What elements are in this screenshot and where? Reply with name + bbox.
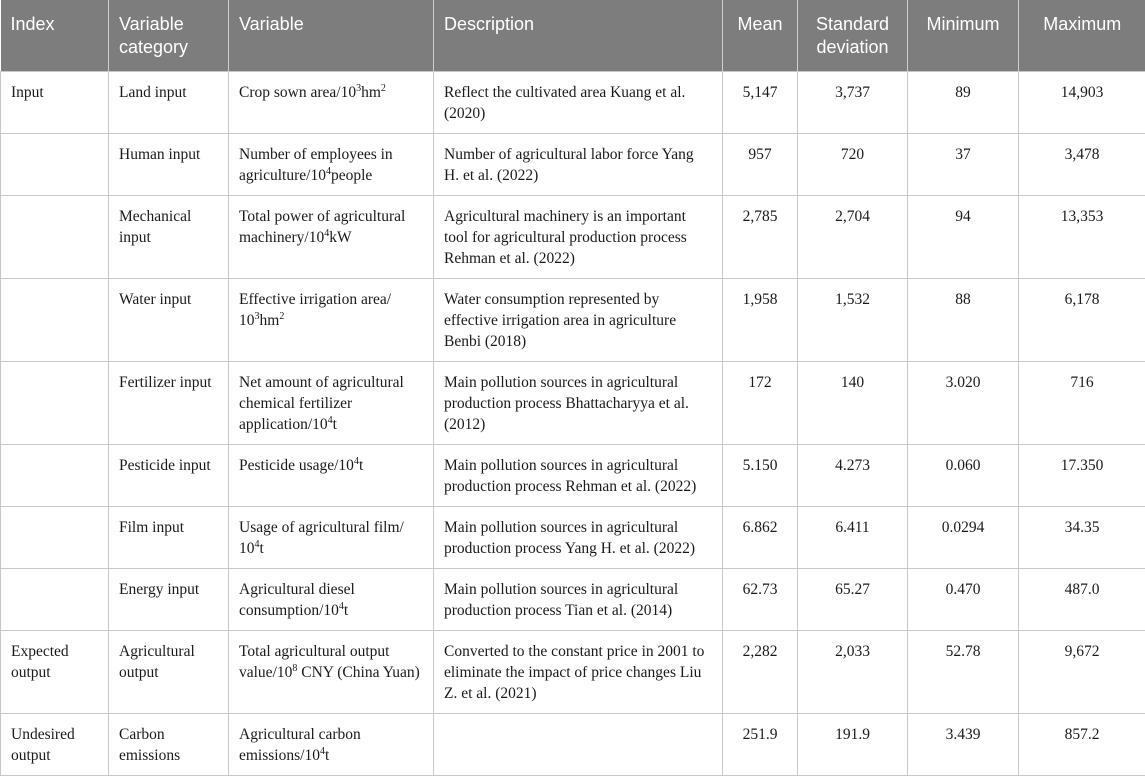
max-cell: 857.2 [1019, 714, 1145, 776]
header-description: Description [434, 0, 723, 72]
category-cell: Carbon emissions [109, 714, 229, 776]
sd-cell: 720 [798, 134, 908, 196]
max-cell: 17.350 [1019, 445, 1145, 507]
variable-text: Pesticide usage/10 [239, 457, 354, 474]
unit-exponent: 4 [339, 601, 344, 612]
table-row [1, 196, 1145, 279]
header-variable: Variable [229, 0, 434, 72]
unit-text: people [331, 167, 372, 184]
unit-text: t [260, 540, 264, 557]
min-cell: 3.020 [908, 362, 1019, 445]
variable-text: Total agricultural output value/10 [239, 643, 389, 681]
category-cell: Energy input [109, 569, 229, 631]
description-cell: Main pollution sources in agricultural production process Tian et al. (2014) [434, 569, 723, 631]
sd-cell: 65.27 [798, 569, 908, 631]
unit-text: hm [260, 312, 280, 329]
variable-cell [229, 279, 434, 362]
mean-cell: 172 [723, 362, 798, 445]
description-cell: Main pollution sources in agricultural production process Bhattacharyya et al. (2012) [434, 362, 723, 445]
header-row [1, 0, 1145, 72]
category-cell: Mechanical input [109, 196, 229, 279]
unit-exponent: 8 [292, 663, 297, 674]
table-row [1, 631, 1145, 714]
index-cell: Expected output [1, 631, 109, 714]
table-row [1, 134, 1145, 196]
variable-cell [229, 631, 434, 714]
max-cell: 6,178 [1019, 279, 1145, 362]
sd-cell: 191.9 [798, 714, 908, 776]
unit-exponent: 4 [354, 456, 359, 467]
index-cell: Undesired output [1, 714, 109, 776]
index-cell [1, 196, 109, 279]
description-cell: Number of agricultural labor force Yang H. et al. (2022) [434, 134, 723, 196]
description-cell: Converted to the constant price in 2001 to eliminate the impact of price changes Liu Z. et al. (2021) [434, 631, 723, 714]
mean-cell: 62.73 [723, 569, 798, 631]
sd-cell: 6.411 [798, 507, 908, 569]
max-cell: 487.0 [1019, 569, 1145, 631]
description-cell: Water consumption represented by effective irrigation area in agriculture Benbi (2018) [434, 279, 723, 362]
category-cell: Film input [109, 507, 229, 569]
min-cell: 0.060 [908, 445, 1019, 507]
variable-cell [229, 72, 434, 134]
max-cell: 3,478 [1019, 134, 1145, 196]
table-row [1, 569, 1145, 631]
sd-cell: 140 [798, 362, 908, 445]
header-index: Index [1, 0, 109, 72]
unit-text: hm [361, 84, 381, 101]
unit-exponent: 3 [356, 83, 361, 94]
unit-text: t [344, 602, 348, 619]
sd-cell: 2,704 [798, 196, 908, 279]
index-cell [1, 279, 109, 362]
variable-cell [229, 714, 434, 776]
category-cell: Human input [109, 134, 229, 196]
index-cell [1, 445, 109, 507]
description-cell: Agricultural machinery is an important tool for agricultural production process Rehman et al. (2022) [434, 196, 723, 279]
sd-cell: 3,737 [798, 72, 908, 134]
unit-text: t [359, 457, 363, 474]
min-cell: 94 [908, 196, 1019, 279]
header-minimum: Minimum [908, 0, 1019, 72]
mean-cell: 957 [723, 134, 798, 196]
unit-exponent: 2 [381, 83, 386, 94]
variable-text: Total power of agricultural machinery/10 [239, 208, 405, 246]
mean-cell: 6.862 [723, 507, 798, 569]
header-variable-category: Variable category [109, 0, 229, 72]
min-cell: 88 [908, 279, 1019, 362]
unit-text: t [333, 416, 337, 433]
variable-text: Agricultural diesel consumption/10 [239, 581, 355, 619]
variable-text: Net amount of agricultural chemical fertilizer application/10 [239, 374, 404, 433]
description-cell: Main pollution sources in agricultural production process Yang H. et al. (2022) [434, 507, 723, 569]
index-cell [1, 569, 109, 631]
variable-cell [229, 362, 434, 445]
category-cell: Pesticide input [109, 445, 229, 507]
description-cell: Main pollution sources in agricultural production process Rehman et al. (2022) [434, 445, 723, 507]
unit-text: t [325, 747, 329, 764]
min-cell: 37 [908, 134, 1019, 196]
sd-cell: 2,033 [798, 631, 908, 714]
max-cell: 13,353 [1019, 196, 1145, 279]
sd-cell: 4.273 [798, 445, 908, 507]
table-body [1, 72, 1145, 776]
header-mean: Mean [723, 0, 798, 72]
unit-exponent: 3 [255, 311, 260, 322]
variable-text: Usage of agricultural film/ 10 [239, 519, 404, 557]
table-row [1, 362, 1145, 445]
header-maximum: Maximum [1019, 0, 1145, 72]
index-cell: Input [1, 72, 109, 134]
max-cell: 716 [1019, 362, 1145, 445]
mean-cell: 2,282 [723, 631, 798, 714]
variable-cell [229, 134, 434, 196]
min-cell: 0.470 [908, 569, 1019, 631]
mean-cell: 1,958 [723, 279, 798, 362]
max-cell: 34.35 [1019, 507, 1145, 569]
index-cell [1, 507, 109, 569]
unit-exponent: 4 [255, 539, 260, 550]
mean-cell: 5.150 [723, 445, 798, 507]
unit-exponent: 4 [326, 166, 331, 177]
unit-text: CNY (China Yuan) [297, 664, 419, 681]
description-cell: Reflect the cultivated area Kuang et al. (2020) [434, 72, 723, 134]
header-standard-deviation: Standard deviation [798, 0, 908, 72]
index-cell [1, 362, 109, 445]
table-row [1, 279, 1145, 362]
category-cell: Water input [109, 279, 229, 362]
variable-cell [229, 445, 434, 507]
max-cell: 14,903 [1019, 72, 1145, 134]
sd-cell: 1,532 [798, 279, 908, 362]
mean-cell: 2,785 [723, 196, 798, 279]
table-header [1, 0, 1145, 72]
variable-cell [229, 196, 434, 279]
variable-text: Effective irrigation area/ 10 [239, 291, 391, 329]
table-row [1, 72, 1145, 134]
table-row [1, 714, 1145, 776]
category-cell: Fertilizer input [109, 362, 229, 445]
table-row [1, 507, 1145, 569]
min-cell: 52.78 [908, 631, 1019, 714]
category-cell: Land input [109, 72, 229, 134]
category-cell: Agricultural output [109, 631, 229, 714]
variable-text: Number of employees in agriculture/10 [239, 146, 393, 184]
variable-text: Crop sown area/10 [239, 84, 356, 101]
unit-exponent: 2 [279, 311, 284, 322]
unit-exponent: 4 [324, 228, 329, 239]
unit-exponent: 4 [328, 415, 333, 426]
mean-cell: 251.9 [723, 714, 798, 776]
min-cell: 89 [908, 72, 1019, 134]
min-cell: 0.0294 [908, 507, 1019, 569]
table-row [1, 445, 1145, 507]
variable-text: Agricultural carbon emissions/10 [239, 726, 361, 764]
max-cell: 9,672 [1019, 631, 1145, 714]
variable-cell [229, 569, 434, 631]
mean-cell: 5,147 [723, 72, 798, 134]
description-cell [434, 714, 723, 776]
unit-text: kW [329, 229, 351, 246]
unit-exponent: 4 [320, 746, 325, 757]
variable-cell [229, 507, 434, 569]
index-cell [1, 134, 109, 196]
min-cell: 3.439 [908, 714, 1019, 776]
